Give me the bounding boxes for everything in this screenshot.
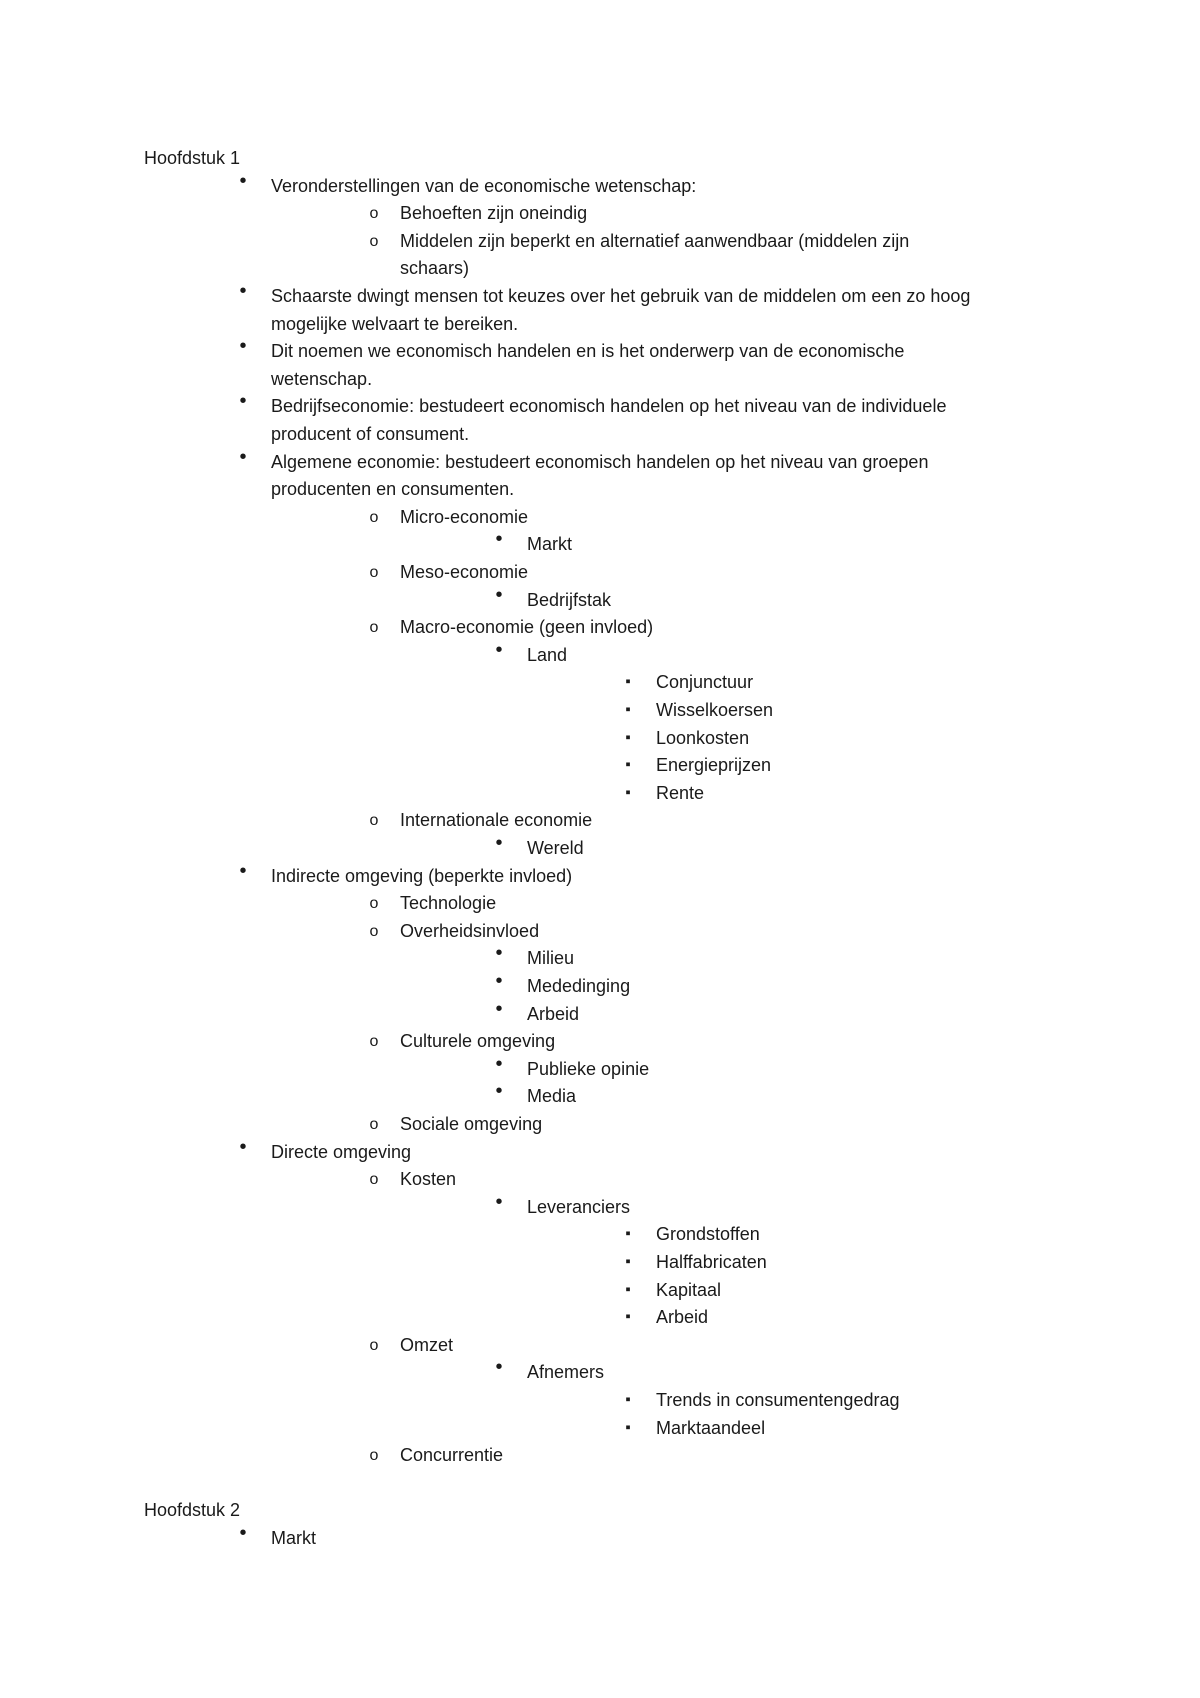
bullet-circle-icon: o	[369, 205, 379, 222]
list-item	[271, 421, 469, 448]
list-item	[625, 780, 705, 807]
bullet-circle-icon: o	[369, 1447, 379, 1464]
list-item	[369, 200, 588, 227]
list-item-text: Trends in consumentengedrag	[656, 1390, 900, 1410]
list-item-text: Hoofdstuk 2	[144, 1500, 241, 1520]
list-item-text: Mededinging	[527, 976, 631, 996]
list-item-text: Energieprijzen	[656, 755, 772, 775]
bullet-circle-icon: o	[369, 1171, 379, 1188]
list-item	[271, 366, 372, 393]
bullet-square-icon: ▪	[625, 1281, 631, 1298]
bullet-circle-icon: o	[369, 509, 379, 526]
list-item-text: Media	[527, 1086, 577, 1106]
list-item	[239, 1522, 316, 1552]
bullet-dot-icon: •	[495, 970, 503, 992]
bullet-circle-icon: o	[369, 1033, 379, 1050]
list-item-text: Leveranciers	[527, 1197, 631, 1217]
bullet-dot-icon: •	[495, 1356, 503, 1378]
bullet-dot-icon: •	[239, 335, 247, 357]
list-item	[495, 832, 584, 862]
bullet-dot-icon: •	[239, 860, 247, 882]
bullet-circle-icon: o	[369, 564, 379, 581]
list-item-text: Veronderstellingen van de economische wetenschap:	[271, 176, 697, 196]
list-item	[239, 446, 929, 476]
bullet-dot-icon: •	[239, 390, 247, 412]
list-item	[400, 255, 469, 282]
bullet-dot-icon: •	[495, 584, 503, 606]
list-item	[369, 228, 910, 255]
list-item	[271, 311, 518, 338]
list-item	[495, 1080, 577, 1110]
bullet-dot-icon: •	[495, 639, 503, 661]
list-item	[625, 752, 772, 779]
bullet-circle-icon: o	[369, 619, 379, 636]
bullet-dot-icon: •	[239, 280, 247, 302]
list-item-text: Markt	[271, 1528, 316, 1548]
list-item	[495, 970, 631, 1000]
list-item-text: Land	[527, 645, 568, 665]
list-item-text: Publieke opinie	[527, 1059, 650, 1079]
list-item-text: Bedrijfseconomie: bestudeert economisch handelen op het niveau van de individuele	[271, 396, 947, 416]
bullet-square-icon: ▪	[625, 673, 631, 690]
list-item-text: Grondstoffen	[656, 1224, 760, 1244]
list-item-text: Middelen zijn beperkt en alternatief aanwendbaar (middelen zijn	[400, 231, 910, 251]
list-item	[495, 1191, 631, 1221]
list-item-text: Schaarste dwingt mensen tot keuzes over het gebruik van de middelen om een zo hoog	[271, 286, 971, 306]
list-item-text: Milieu	[527, 948, 575, 968]
bullet-dot-icon: •	[239, 1522, 247, 1544]
bullet-dot-icon: •	[495, 528, 503, 550]
list-item-text: Dit noemen we economisch handelen en is het onderwerp van de economische	[271, 341, 905, 361]
bullet-circle-icon: o	[369, 233, 379, 250]
bullet-dot-icon: •	[495, 1191, 503, 1213]
list-item-text: Wisselkoersen	[656, 700, 774, 720]
list-item	[625, 1304, 709, 1331]
bullet-square-icon: ▪	[625, 729, 631, 746]
bullet-square-icon: ▪	[625, 784, 631, 801]
list-item-text: Behoeften zijn oneindig	[400, 203, 588, 223]
bullet-square-icon: ▪	[625, 701, 631, 718]
list-item-text: wetenschap.	[271, 369, 373, 389]
list-item-text: Conjunctuur	[656, 672, 754, 692]
chapter-heading	[144, 1497, 240, 1524]
bullet-square-icon: ▪	[625, 756, 631, 773]
list-item-text: Internationale economie	[400, 810, 593, 830]
list-item	[625, 1221, 760, 1248]
bullet-circle-icon: o	[369, 1116, 379, 1133]
list-item	[625, 725, 750, 752]
list-item-text: Culturele omgeving	[400, 1031, 556, 1051]
list-item-text: Loonkosten	[656, 728, 750, 748]
list-item	[625, 697, 774, 724]
bullet-dot-icon: •	[239, 170, 247, 192]
bullet-square-icon: ▪	[625, 1225, 631, 1242]
list-item	[239, 170, 697, 200]
list-item	[239, 860, 573, 890]
list-item-text: schaars)	[400, 258, 470, 278]
list-item-text: producenten en consumenten.	[271, 479, 515, 499]
chapter-heading	[144, 145, 240, 172]
list-item	[625, 669, 754, 696]
list-item	[271, 476, 514, 503]
bullet-dot-icon: •	[495, 1080, 503, 1102]
list-item	[495, 942, 575, 972]
list-item-text: Halffabricaten	[656, 1252, 767, 1272]
list-item	[625, 1249, 767, 1276]
list-item-text: Algemene economie: bestudeert economisch handelen op het niveau van groepen	[271, 452, 929, 472]
list-item-text: Macro-economie (geen invloed)	[400, 617, 654, 637]
list-item-text: Omzet	[400, 1335, 454, 1355]
list-item	[495, 584, 612, 614]
bullet-square-icon: ▪	[625, 1308, 631, 1325]
bullet-circle-icon: o	[369, 895, 379, 912]
list-item-text: Indirecte omgeving (beperkte invloed)	[271, 866, 573, 886]
list-item-text: Concurrentie	[400, 1445, 504, 1465]
list-item-text: Overheidsinvloed	[400, 921, 540, 941]
list-item	[369, 1028, 556, 1055]
list-item-text: Afnemers	[527, 1362, 605, 1382]
list-item-text: Kosten	[400, 1169, 457, 1189]
list-item	[239, 280, 971, 310]
list-item-text: Directe omgeving	[271, 1142, 412, 1162]
bullet-circle-icon: o	[369, 1337, 379, 1354]
list-item	[625, 1277, 722, 1304]
list-item-text: Wereld	[527, 838, 584, 858]
list-item	[369, 918, 540, 945]
bullet-dot-icon: •	[495, 832, 503, 854]
list-item	[625, 1387, 900, 1414]
bullet-dot-icon: •	[495, 998, 503, 1020]
list-item-text: Bedrijfstak	[527, 590, 612, 610]
list-item	[495, 1356, 605, 1386]
list-item-text: producent of consument.	[271, 424, 470, 444]
list-item	[369, 1442, 504, 1469]
list-item-text: Technologie	[400, 893, 497, 913]
list-item	[495, 1053, 650, 1083]
bullet-dot-icon: •	[239, 446, 247, 468]
bullet-square-icon: ▪	[625, 1253, 631, 1270]
list-item	[239, 390, 947, 420]
bullet-dot-icon: •	[495, 942, 503, 964]
list-item	[369, 1111, 543, 1138]
list-item	[239, 335, 905, 365]
bullet-square-icon: ▪	[625, 1419, 631, 1436]
bullet-dot-icon: •	[239, 1136, 247, 1158]
bullet-circle-icon: o	[369, 812, 379, 829]
list-item-text: Arbeid	[527, 1004, 580, 1024]
list-item	[495, 639, 568, 669]
list-item-text: Kapitaal	[656, 1280, 722, 1300]
list-item	[495, 998, 580, 1028]
list-item-text: Micro-economie	[400, 507, 529, 527]
list-item-text: Meso-economie	[400, 562, 529, 582]
bullet-square-icon: ▪	[625, 1391, 631, 1408]
list-item-text: Marktaandeel	[656, 1418, 766, 1438]
list-item	[369, 1332, 454, 1359]
list-item-text: Arbeid	[656, 1307, 709, 1327]
list-item-text: Hoofdstuk 1	[144, 148, 241, 168]
list-item	[369, 1166, 457, 1193]
list-item-text: Markt	[527, 534, 572, 554]
bullet-circle-icon: o	[369, 923, 379, 940]
list-item-text: Sociale omgeving	[400, 1114, 543, 1134]
list-item	[625, 1415, 766, 1442]
list-item	[239, 1136, 412, 1166]
list-item-text: Rente	[656, 783, 705, 803]
list-item	[369, 614, 654, 641]
list-item	[495, 528, 572, 558]
list-item-text: mogelijke welvaart te bereiken.	[271, 314, 519, 334]
list-item	[369, 890, 497, 917]
bullet-dot-icon: •	[495, 1053, 503, 1075]
